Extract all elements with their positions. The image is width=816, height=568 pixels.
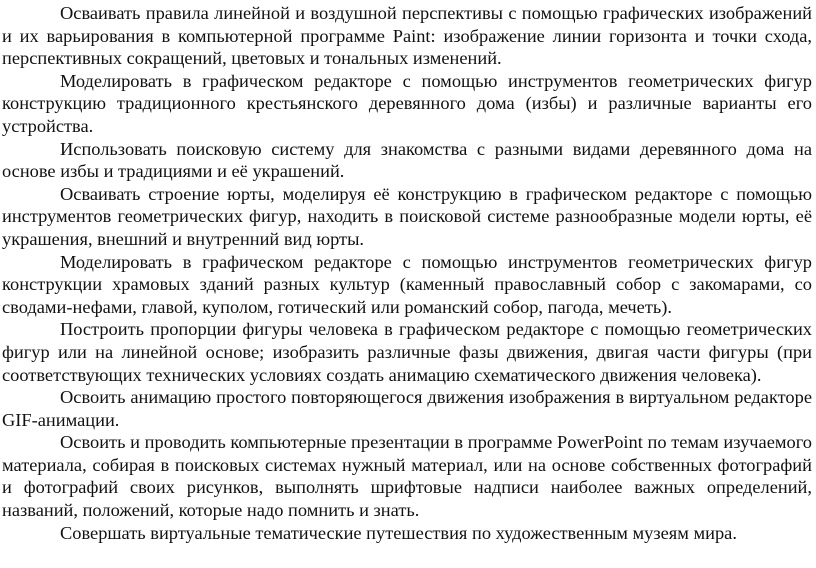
- paragraph-temples: Моделировать в графическом редакторе с помощью инструментов геометрических фигур конструкции храмовых зданий разных культур (каменный православный собор с закомарами, со сводами-нефами, главой, куполом, готический или романский собор, пагода, мечеть).: [2, 251, 812, 317]
- paragraph-virtual-museums: Совершать виртуальные тематические путешествия по художественным музеям мира.: [60, 522, 737, 543]
- paragraph-yurt: Осваивать строение юрты, моделируя её конструкцию в графическом редакторе с помощью инструментов геометрических фигур, находить в поисковой системе разнообразные модели юрты, её украшения, внешний и внутренний вид юрты.: [2, 183, 812, 249]
- paragraph-perspective: Осваивать правила линейной и воздушной перспективы с помощью графических изображений и их варьирования в компьютерной программе Paint: изображение линии горизонта и точки схода, перспективных сокращений, цветовых и тональных изменений.: [2, 3, 812, 69]
- paragraph-gif-animation: Освоить анимацию простого повторяющегося движения изображения в виртуальном редакторе GIF-анимации.: [2, 387, 812, 430]
- paragraph-izba-search: Использовать поисковую систему для знакомства с разными видами деревянного дома на основе избы и традициями и её украшений.: [2, 138, 812, 182]
- paragraph-powerpoint: Освоить и проводить компьютерные презентации в программе PowerPoint по темам изучаемого материала, собирая в поисковых системах нужный материал, или на основе собственных фотографий и фотографий своих рисунков, выполнять шрифтовые надписи наиболее важных определений, названий, положений, которые надо помнить и знать.: [2, 432, 812, 521]
- paragraph-human-figure: Построить пропорции фигуры человека в графическом редакторе с помощью геометрических фигур или на линейной основе; изобразить различные фазы движения, двигая части фигуры (при соответствующих технических условиях создать анимацию схематического движения человека).: [2, 319, 812, 385]
- paragraph-izba-model: Моделировать в графическом редакторе с помощью инструментов геометрических фигур конструкцию традиционного крестьянского деревянного дома (избы) и различные варианты его устройства.: [2, 70, 812, 136]
